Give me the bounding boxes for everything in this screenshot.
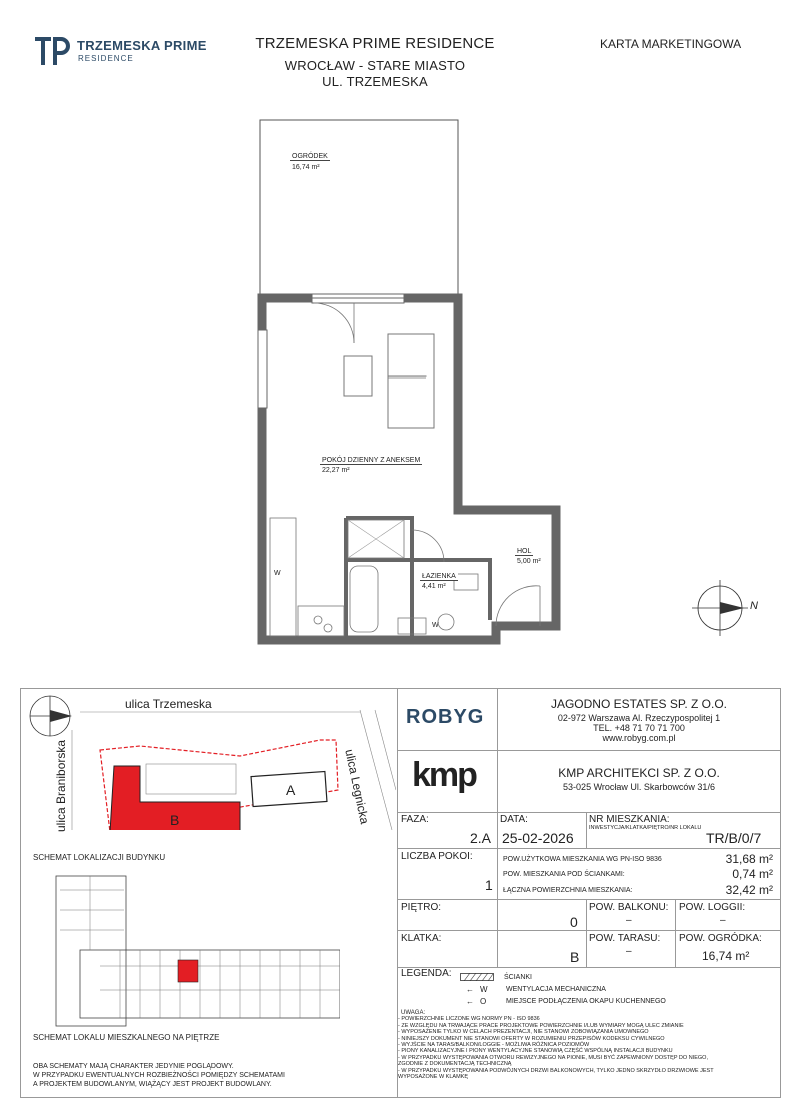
site-schema [20, 690, 396, 830]
building-b-label: B [170, 812, 180, 828]
legend-text: WENTYLACJA MECHANICZNA [506, 985, 606, 993]
building-a-label: A [286, 782, 296, 798]
page-city: WROCŁAW - STARE MIASTO [284, 58, 466, 73]
bath-name: ŁAZIENKA [422, 573, 456, 580]
taras-value: – [626, 946, 632, 957]
garden-area [260, 120, 458, 298]
bath-label [420, 573, 458, 581]
kitchen-counter [270, 518, 296, 636]
north-label: N [750, 600, 758, 612]
sofa [388, 334, 434, 428]
doc-type: KARTA MARKETINGOWA [600, 37, 742, 51]
floor-schema-label: SCHEMAT LOKALU MIESZKALNEGO NA PIĘTRZE [33, 1033, 220, 1042]
brand-logo-main: TRZEMESKA PRIME [77, 38, 207, 53]
north-arrow-icon [692, 580, 748, 636]
area-row [503, 867, 773, 883]
site-schema-label: SCHEMAT LOKALIZACJI BUDYNKU [33, 853, 166, 862]
loggia-label: POW. LOGGII: [679, 902, 746, 913]
note-line: ZGODNIE Z DOKUMENTACJĄ TECHNICZNĄ [398, 1061, 512, 1068]
legend-label: LEGENDA: [401, 968, 452, 979]
hall-area-value: 5,00 m² [517, 558, 541, 565]
legend-symbol: O [480, 996, 487, 1006]
architect-address: 53-025 Wrocław Ul. Skarbowców 31/6 [563, 782, 715, 792]
legend-text: ŚCIANKI [504, 973, 533, 981]
site-north-icon [30, 696, 72, 736]
brand-logo-sub: RESIDENCE [78, 54, 134, 63]
data-label: DATA: [500, 814, 528, 825]
tp-logo-icon [33, 35, 73, 67]
living-label [320, 457, 422, 465]
page-street: UL. TRZEMESKA [322, 74, 428, 89]
note-line: - POWIERZCHNIE LICZONE WG NORMY PN - ISO 9836 [398, 1016, 540, 1023]
note-line: - PIONY KANALIZACYJNE I PIONY WENTYLACYJNE STANOWIĄ CZĘŚĆ WSPÓLNĄ INSTALACJI BUDYNKU [398, 1048, 673, 1055]
kmp-logo: kmp [412, 756, 476, 794]
area-row [503, 883, 773, 899]
site-disclaimer [33, 1062, 285, 1089]
architect-name: KMP ARCHITEKCI SP. Z O.O. [558, 766, 720, 780]
apartment-highlight [178, 960, 198, 982]
arrow-left-icon: ← [466, 996, 474, 1006]
bath-area-value: 4,41 m² [422, 583, 446, 590]
faza-label: FAZA: [401, 814, 429, 825]
garden-area-value: 16,74 m² [292, 164, 320, 171]
page-title: TRZEMESKA PRIME RESIDENCE [255, 35, 495, 52]
notes-box [398, 1010, 728, 1080]
note-line: - NINIEJSZY DOKUMENT NIE STANOWI OFERTY W ROZUMIENIU PRZEPISÓW KODEKSU CYWILNEGO [398, 1035, 665, 1042]
garden-name: OGRÓDEK [292, 153, 328, 160]
balkon-label: POW. BALKONU: [589, 902, 669, 913]
apartment-walls [262, 298, 556, 640]
hatch-icon [460, 973, 494, 981]
table [344, 356, 372, 396]
area-row-value: 32,42 m² [725, 883, 773, 897]
developer-phone: TEL. +48 71 70 71 700 [593, 723, 685, 733]
note-line: - WYPOSAŻENIE TYLKO W CELACH PREZENTACJI, NIE STANOWI ZOBOWIĄZANIA UMOWNEGO [398, 1029, 649, 1036]
klatka-label: KLATKA: [401, 933, 442, 944]
data-value: 25-02-2026 [502, 830, 574, 846]
pietro-value: 0 [570, 914, 578, 930]
area-row-label: ŁĄCZNA POWIERZCHNIA MIESZKANIA: [503, 887, 633, 894]
legend-text: MIEJSCE PODŁĄCZENIA OKAPU KUCHENNEGO [506, 997, 666, 1005]
vent-marker-bath: W [432, 622, 439, 629]
rooms-label: LICZBA POKOI: [401, 851, 473, 862]
pietro-label: PIĘTRO: [401, 902, 442, 913]
note-line: - WYJŚCIE NA TARAS/BALKON/LOGGIE - MOŻLIWA RÓŻNICA POZIOMÓW [398, 1042, 590, 1049]
legend-symbol: W [480, 984, 488, 994]
garden-label [290, 153, 330, 161]
robyg-logo: ROBYG [406, 706, 485, 728]
hall-label [515, 548, 533, 556]
area-row-label: POW.UŻYTKOWA MIESZKANIA WG PN-ISO 9836 [503, 856, 662, 863]
nr-value: TR/B/0/7 [706, 830, 762, 846]
nr-label: NR MIESZKANIA: [589, 814, 670, 825]
area-row [503, 852, 773, 867]
legend-item [460, 971, 666, 983]
floor-plan [0, 110, 792, 670]
rooms-value: 1 [485, 877, 493, 893]
area-row-value: 31,68 m² [725, 852, 773, 866]
vent-marker-kitchen: W [274, 570, 281, 577]
living-name: POKÓJ DZIENNY Z ANEKSEM [322, 457, 421, 464]
ogrod-label: POW. OGRÓDKA: [679, 933, 762, 944]
street-left-label: ulica Braniborska [54, 739, 68, 832]
taras-label: POW. TARASU: [589, 933, 661, 944]
note-line: - ZE WZGLĘDU NA TRWAJĄCE PRACE PROJEKTOWE POWIERZCHNIE I/LUB WYMIARY MOGĄ ULEC ZMIANIE [398, 1022, 684, 1029]
faza-value: 2.A [470, 830, 492, 846]
loggia-value: – [720, 915, 726, 926]
brand-logo [33, 35, 73, 67]
legend-item [460, 995, 666, 1007]
legend-item [460, 983, 666, 995]
living-area-value: 22,27 m² [322, 467, 350, 474]
developer-block [498, 697, 780, 743]
ogrod-value: 16,74 m² [702, 949, 750, 963]
area-row-label: POW. MIESZKANIA POD ŚCIANKAMI: [503, 871, 625, 878]
developer-web: www.robyg.com.pl [602, 733, 676, 743]
note-line: - W PRZYPADKU WYSTĘPOWANIA PODWÓJNYCH DRZWI BALKONOWYCH, TYLKO JEDNO SKRZYDŁO DRZWIOWE JEST [398, 1067, 714, 1074]
developer-name: JAGODNO ESTATES SP. Z O.O. [550, 697, 728, 711]
notes-title: UWAGA: [401, 1010, 426, 1016]
nr-sub: INWESTYCJA/KLATKA/PIĘTRO/NR LOKALU [589, 825, 702, 831]
street-top-label: ulica Trzemeska [125, 697, 212, 711]
disclaimer-line: OBA SCHEMATY MAJĄ CHARAKTER JEDYNIE POGLĄDOWY. [33, 1063, 234, 1070]
legend-list [460, 971, 666, 1007]
klatka-value: B [570, 949, 580, 965]
floor-schema [40, 870, 340, 1030]
disclaimer-line: A PROJEKTEM BUDOWLANYM, WIĄŻĄCY JEST PROJEKT BUDOWLANY. [33, 1081, 272, 1088]
area-rows [503, 852, 773, 899]
balkon-value: – [626, 915, 632, 926]
hall-name: HOL [517, 548, 532, 555]
developer-address: 02-972 Warszawa Al. Rzeczypospolitej 1 [557, 713, 721, 723]
note-line: - W PRZYPADKU WYSTĘPOWANIA OTWORU REWIZYJNEGO NA PIONIE, MUSI BYĆ ZAPEWNIONY DOSTĘP DO NIEGO, [398, 1054, 708, 1061]
street-right-label: ulica Legnicka [342, 748, 372, 826]
note-line: WYPOSAŻONE W KLAMKĘ [398, 1074, 468, 1081]
area-row-value: 0,74 m² [732, 867, 773, 881]
arrow-left-icon: ← [466, 984, 474, 994]
architect-block [498, 766, 780, 792]
disclaimer-line: W PRZYPADKU EWENTUALNYCH ROZBIEŻNOŚCI POMIĘDZY SCHEMATAMI [33, 1072, 285, 1079]
